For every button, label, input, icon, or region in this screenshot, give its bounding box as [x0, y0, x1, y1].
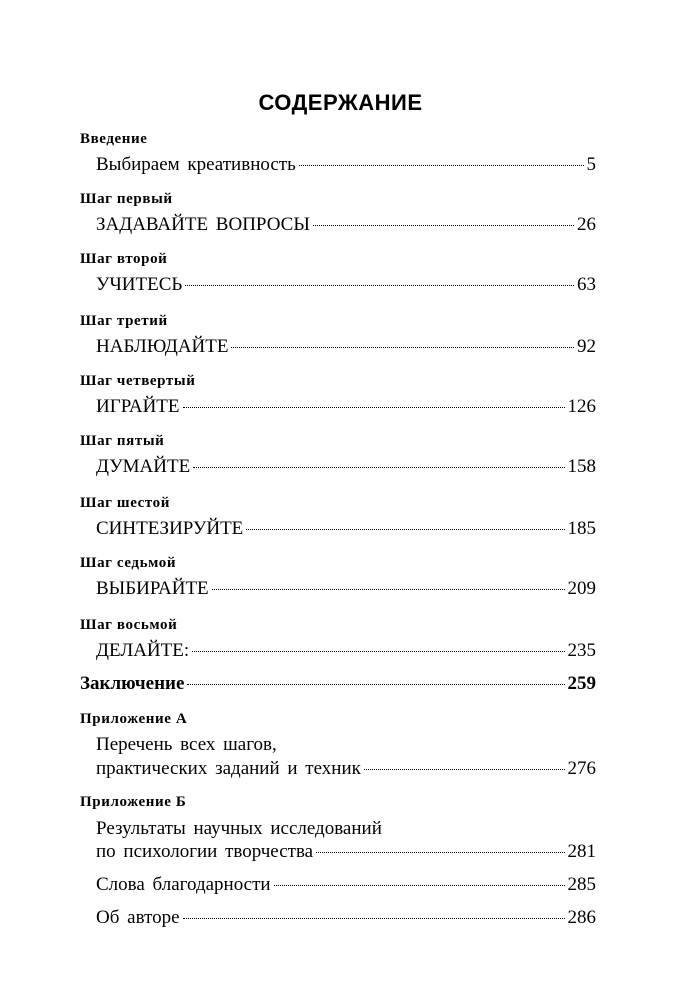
toc-entry-label: Слова благодарности	[96, 874, 271, 895]
leader-dots	[183, 407, 565, 408]
section-heading-intro: Введение	[80, 131, 148, 147]
leader-dots	[274, 885, 565, 886]
toc-entry-label: НАБЛЮДАЙТЕ	[96, 336, 229, 357]
toc-entry-label: ДЕЛАЙТЕ:	[96, 640, 190, 661]
leader-dots	[212, 589, 565, 590]
toc-entry-intro[interactable]	[96, 154, 596, 180]
toc-entry-step-6[interactable]	[96, 518, 596, 544]
toc-entry-label: ИГРАЙТЕ	[96, 396, 180, 417]
toc-entry-appendix-b[interactable]	[96, 841, 596, 867]
toc-entry-label: УЧИТЕСЬ	[96, 274, 183, 295]
leader-dots	[246, 529, 564, 530]
toc-page-number: 235	[567, 640, 596, 661]
toc-page-number: 185	[567, 518, 596, 539]
toc-entry-label: ДУМАЙТЕ	[96, 456, 191, 477]
section-heading-appendix-a: Приложение А	[80, 711, 188, 727]
toc-page-number: 126	[567, 396, 596, 417]
leader-dots	[299, 165, 584, 166]
section-heading-step-1: Шаг первый	[80, 191, 173, 207]
leader-dots	[316, 852, 564, 853]
toc-entry-label: по психологии творчества	[96, 841, 314, 862]
toc-entry-label: СИНТЕЗИРУЙТЕ	[96, 518, 244, 539]
section-heading-step-8: Шаг восьмой	[80, 617, 178, 633]
section-heading-step-2: Шаг второй	[80, 251, 168, 267]
toc-entry-step-3[interactable]	[96, 336, 596, 362]
toc-entry-label: ЗАДАВАЙТЕ ВОПРОСЫ	[96, 214, 310, 235]
toc-entry-conclusion[interactable]	[80, 673, 596, 699]
leader-dots	[313, 225, 574, 226]
toc-page-number: 5	[586, 154, 596, 175]
section-heading-step-5: Шаг пятый	[80, 433, 165, 449]
section-heading-step-4: Шаг четвертый	[80, 373, 196, 389]
section-heading-step-7: Шаг седьмой	[80, 555, 177, 571]
toc-entry-label: Выбираем креативность	[96, 154, 296, 175]
section-heading-step-3: Шаг третий	[80, 313, 168, 329]
toc-entry-step-5[interactable]	[96, 456, 596, 482]
toc-entry-step-8[interactable]	[96, 640, 596, 666]
toc-page-number: 259	[567, 673, 596, 694]
leader-dots	[187, 684, 564, 685]
toc-entry-step-4[interactable]	[96, 396, 596, 422]
toc-page-number: 281	[567, 841, 596, 862]
toc-page-number: 26	[577, 214, 596, 235]
toc-entry-label: практических заданий и техник	[96, 758, 361, 779]
toc-entry-label: Об авторе	[96, 907, 180, 928]
page-title: СОДЕРЖАНИЕ	[258, 90, 423, 115]
toc-entry-appendix-b-line1: Результаты научных исследований	[96, 818, 382, 839]
toc-page-number: 285	[567, 874, 596, 895]
toc-entry-appendix-a-line1: Перечень всех шагов,	[96, 734, 277, 755]
leader-dots	[192, 651, 564, 652]
toc-entry-acknowledgements[interactable]	[96, 874, 596, 900]
leader-dots	[183, 918, 565, 919]
toc-page-number: 276	[567, 758, 596, 779]
section-heading-step-6: Шаг шестой	[80, 495, 171, 511]
toc-entry-label: ВЫБИРАЙТЕ	[96, 578, 209, 599]
toc-entry-step-2[interactable]	[96, 274, 596, 300]
toc-page-number: 63	[577, 274, 596, 295]
leader-dots	[193, 467, 564, 468]
section-heading-appendix-b: Приложение Б	[80, 794, 187, 810]
toc-entry-step-7[interactable]	[96, 578, 596, 604]
toc-entry-about-author[interactable]	[96, 907, 596, 933]
toc-entry-step-1[interactable]	[96, 214, 596, 240]
leader-dots	[185, 285, 574, 286]
toc-page-number: 92	[577, 336, 596, 357]
leader-dots	[231, 347, 574, 348]
toc-entry-appendix-a[interactable]	[96, 758, 596, 784]
toc-page-number: 209	[567, 578, 596, 599]
leader-dots	[364, 769, 565, 770]
toc-page-number: 158	[567, 456, 596, 477]
toc-entry-label: Заключение	[80, 673, 185, 694]
toc-page-number: 286	[567, 907, 596, 928]
